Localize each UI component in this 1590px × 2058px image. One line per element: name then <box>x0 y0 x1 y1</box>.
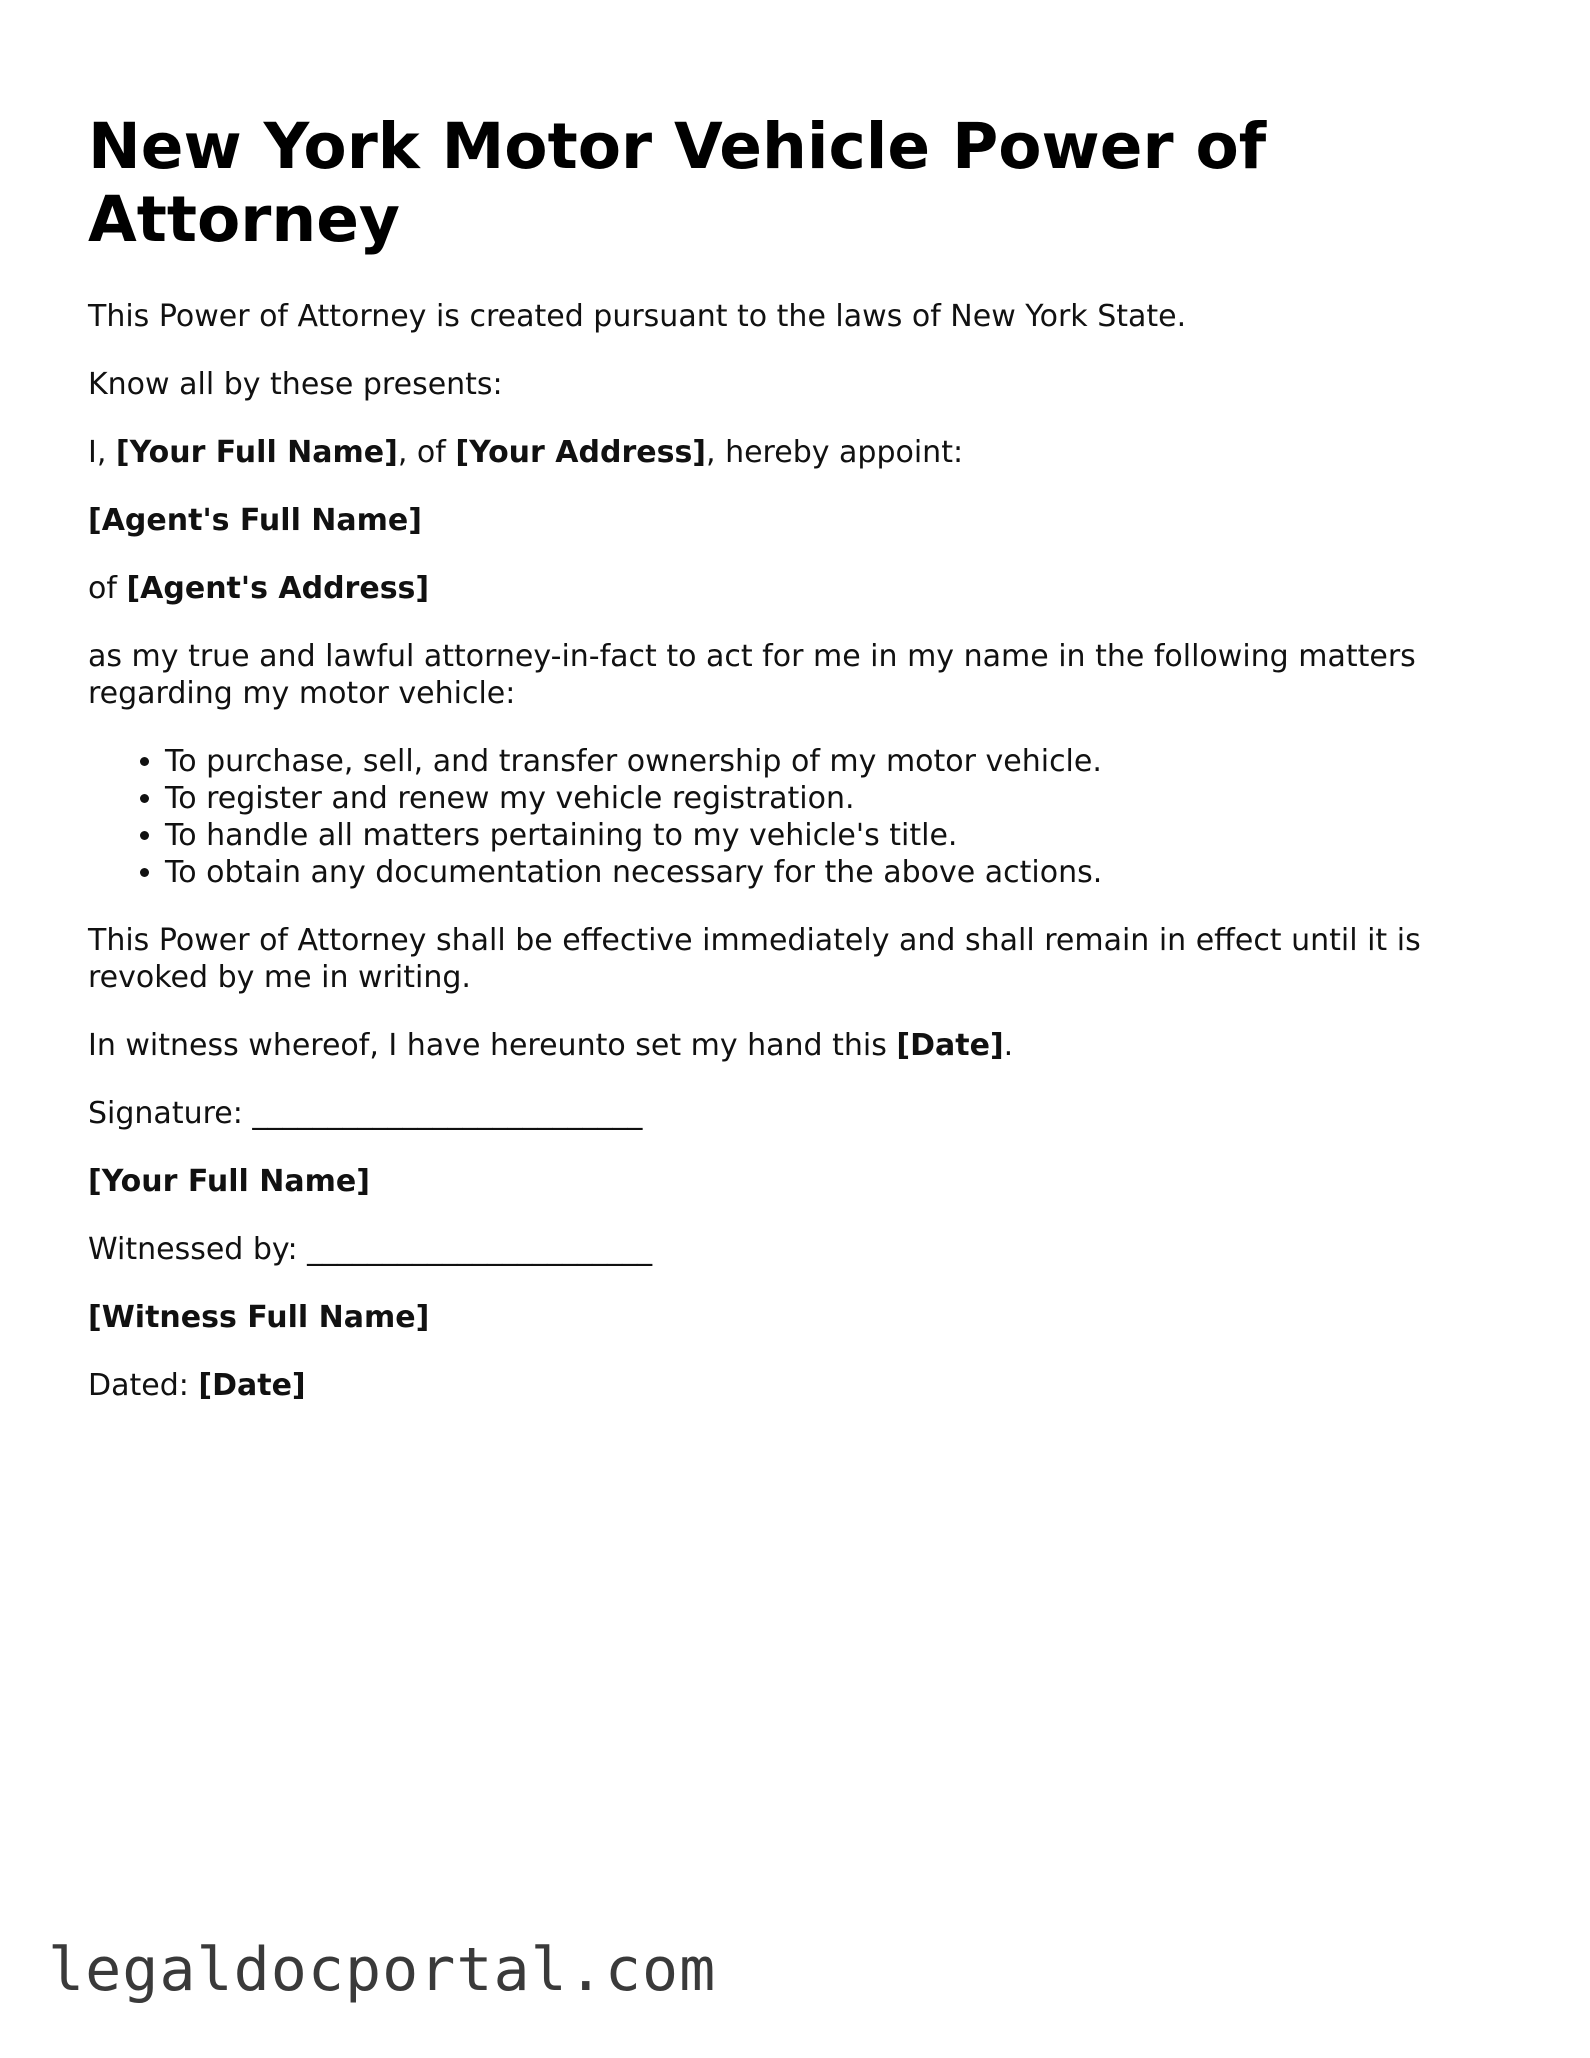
scope-paragraph: as my true and lawful attorney-in-fact to act for me in my name in the following matters regarding my motor vehicle: <box>88 639 1416 711</box>
dated-date-placeholder: [Date] <box>198 1368 306 1403</box>
principal-name-placeholder: [Your Full Name] <box>115 435 398 470</box>
know-all-paragraph: Know all by these presents: <box>88 367 503 402</box>
intro-paragraph: This Power of Attorney is created pursuant to the laws of New York State. <box>88 299 1187 334</box>
list-item: • To purchase, sell, and transfer ownership of my motor vehicle. <box>165 743 1508 780</box>
powers-list <box>88 743 1508 891</box>
list-item: • To handle all matters pertaining to my vehicle's title. <box>165 817 1508 854</box>
agent-name-paragraph <box>88 502 1508 539</box>
principal-address-placeholder: [Your Address] <box>455 435 707 470</box>
witness-clause-suffix: . <box>1003 1028 1014 1063</box>
appointment-paragraph <box>88 434 1508 471</box>
agent-name-placeholder: [Agent's Full Name] <box>88 503 422 538</box>
dated-paragraph <box>88 1367 1508 1404</box>
list-item: • To obtain any documentation necessary for the above actions. <box>165 854 1508 891</box>
witness-clause-prefix: In witness whereof, I have hereunto set my hand this <box>88 1028 897 1063</box>
witnessed-by-line: Witnessed by: _______________________ <box>88 1232 653 1267</box>
signer-name-placeholder: [Your Full Name] <box>88 1164 370 1199</box>
witness-clause-paragraph <box>88 1027 1508 1064</box>
witness-name-placeholder: [Witness Full Name] <box>88 1300 430 1335</box>
signature-line: Signature: __________________________ <box>88 1096 643 1131</box>
list-item: • To register and renew my vehicle registration. <box>165 780 1508 817</box>
agent-address-paragraph <box>88 570 1508 607</box>
document-title: New York Motor Vehicle Power of Attorney <box>88 110 1267 256</box>
witness-clause-date-placeholder: [Date] <box>896 1028 1004 1063</box>
effective-paragraph: This Power of Attorney shall be effective immediately and shall remain in effect until it is revoked by me in writing. <box>88 923 1421 995</box>
signer-name-paragraph <box>88 1163 1508 1200</box>
appointment-suffix: , hereby appoint: <box>706 435 964 470</box>
agent-address-prefix: of <box>88 571 127 606</box>
document-page <box>88 110 1508 1435</box>
footer-brand-watermark: legaldocportal.com <box>48 1935 717 2005</box>
witness-name-paragraph <box>88 1299 1508 1336</box>
appointment-middle: , of <box>397 435 456 470</box>
dated-prefix: Dated: <box>88 1368 199 1403</box>
appointment-prefix: I, <box>88 435 116 470</box>
agent-address-placeholder: [Agent's Address] <box>126 571 430 606</box>
